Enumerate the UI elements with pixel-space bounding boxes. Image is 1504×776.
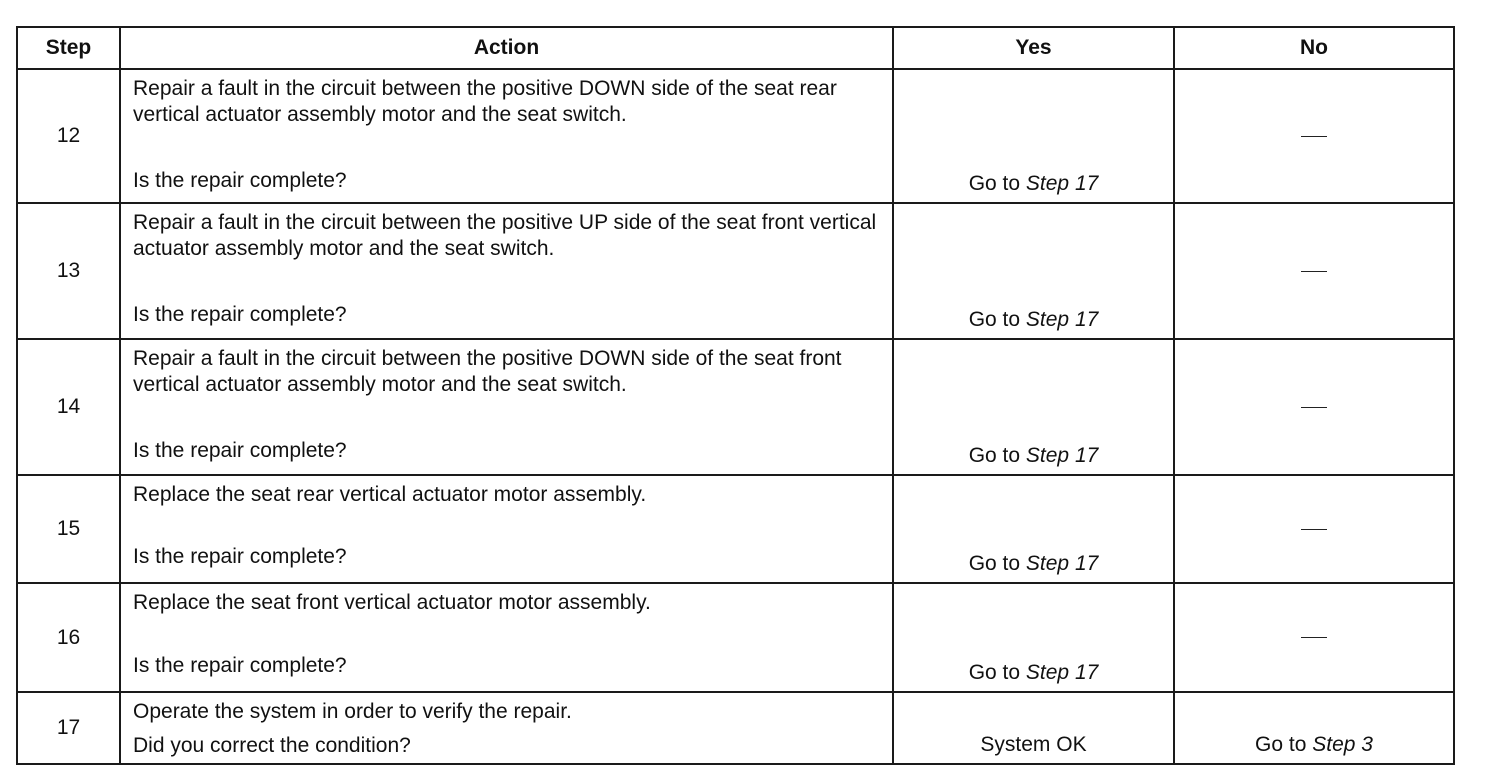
no-cell (1174, 475, 1454, 583)
action-text: Repair a fault in the circuit between the positive DOWN side of the seat front vertical actuator assembly motor and the seat switch. (133, 347, 842, 396)
header-row (17, 27, 1454, 69)
action-question: Is the repair complete? (133, 654, 347, 677)
step-number: 17 (17, 692, 120, 764)
yes-goto-prefix: Go to (968, 172, 1021, 195)
yes-cell (893, 692, 1174, 764)
no-dash (1301, 637, 1327, 638)
no-cell (1174, 203, 1454, 339)
action-text: Replace the seat front vertical actuator motor assembly. (133, 591, 651, 614)
no-cell (1174, 69, 1454, 203)
no-dash (1301, 407, 1327, 408)
yes-goto-step-link[interactable]: Step 17 (1025, 444, 1099, 467)
action-question: Is the repair complete? (133, 545, 347, 568)
action-question: Is the repair complete? (133, 303, 347, 326)
yes-result: System OK (980, 733, 1087, 756)
no-cell (1174, 339, 1454, 475)
yes-goto-step-link[interactable]: Step 17 (1025, 552, 1099, 575)
no-dash (1301, 529, 1327, 530)
step-number: 12 (17, 69, 120, 203)
action-question: Is the repair complete? (133, 439, 347, 462)
header-no: No (1174, 27, 1454, 69)
no-dash (1301, 136, 1327, 137)
no-cell (1174, 692, 1454, 764)
no-goto-prefix: Go to (1255, 733, 1307, 756)
table-row (17, 69, 1454, 203)
yes-goto-prefix: Go to (968, 552, 1021, 575)
yes-cell (893, 339, 1174, 475)
yes-goto-prefix: Go to (968, 444, 1021, 467)
yes-goto-prefix: Go to (968, 661, 1021, 684)
no-goto-step-link[interactable]: Step 3 (1312, 733, 1373, 756)
table-row (17, 475, 1454, 583)
yes-cell (893, 583, 1174, 692)
action-cell (120, 475, 893, 583)
header-action: Action (120, 27, 893, 69)
action-question: Did you correct the condition? (133, 734, 411, 757)
table-row (17, 339, 1454, 475)
header-yes: Yes (893, 27, 1174, 69)
table-row (17, 692, 1454, 764)
action-cell (120, 339, 893, 475)
step-number: 13 (17, 203, 120, 339)
no-dash (1301, 271, 1327, 272)
action-cell (120, 692, 893, 764)
step-number: 16 (17, 583, 120, 692)
header-step: Step (17, 27, 120, 69)
action-cell (120, 69, 893, 203)
yes-cell (893, 475, 1174, 583)
table-row (17, 203, 1454, 339)
step-number: 14 (17, 339, 120, 475)
no-cell (1174, 583, 1454, 692)
step-number: 15 (17, 475, 120, 583)
yes-goto-prefix: Go to (968, 308, 1021, 331)
yes-goto-step-link[interactable]: Step 17 (1025, 661, 1099, 684)
yes-goto-step-link[interactable]: Step 17 (1025, 172, 1099, 195)
action-cell (120, 583, 893, 692)
action-question: Is the repair complete? (133, 169, 347, 192)
yes-goto-step-link[interactable]: Step 17 (1025, 308, 1099, 331)
action-text: Replace the seat rear vertical actuator motor assembly. (133, 483, 647, 506)
action-text: Repair a fault in the circuit between the positive DOWN side of the seat rear vertical actuator assembly motor and the seat switch. (133, 77, 837, 126)
table-row (17, 583, 1454, 692)
action-text: Repair a fault in the circuit between the positive UP side of the seat front vertical actuator assembly motor and the seat switch. (133, 211, 877, 260)
yes-cell (893, 203, 1174, 339)
diagnostic-table (16, 26, 1455, 765)
yes-cell (893, 69, 1174, 203)
action-cell (120, 203, 893, 339)
action-text: Operate the system in order to verify the repair. (133, 700, 572, 723)
